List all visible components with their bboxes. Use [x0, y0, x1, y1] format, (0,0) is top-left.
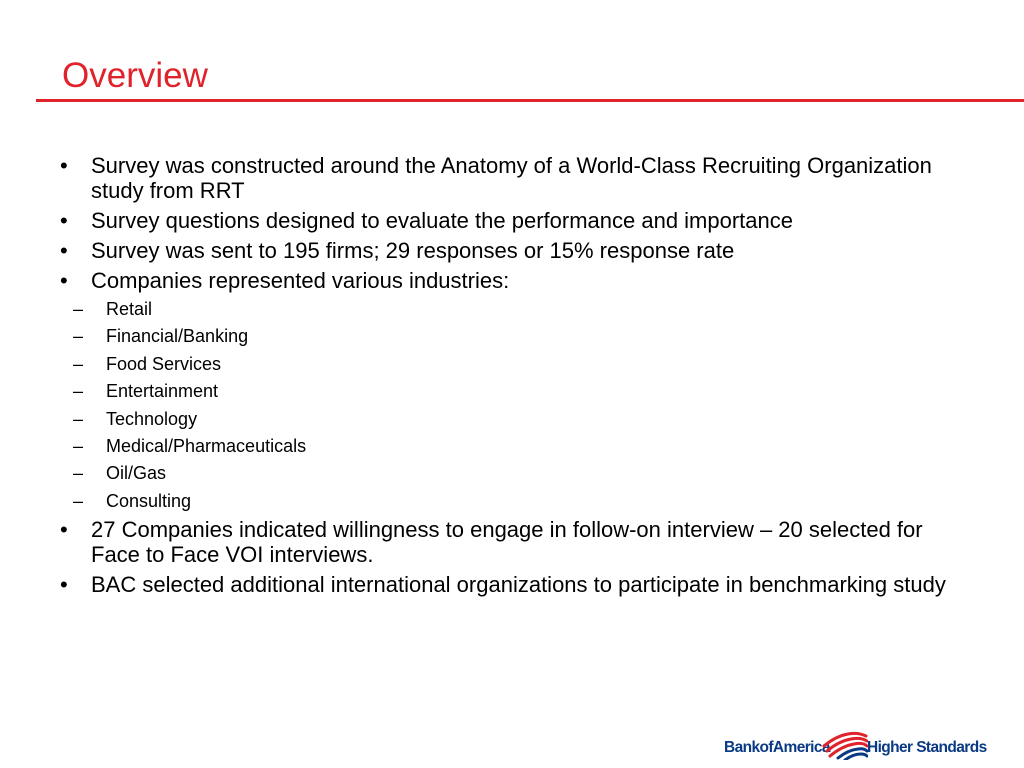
industry-sublist [60, 298, 960, 512]
bullet-marker: • [60, 517, 68, 543]
bullet-text: BAC selected additional international organizations to participate in benchmarking study [91, 572, 946, 598]
industry-item [60, 380, 960, 402]
sub-bullet-marker: – [73, 299, 84, 319]
logo-wordmark: BankofAmerica [724, 739, 830, 756]
industry-text: Retail [106, 299, 153, 319]
bullet-item [60, 153, 960, 203]
bullet-item [60, 208, 960, 233]
sub-bullet-marker: – [73, 435, 84, 456]
industry-sublist-container [60, 298, 960, 512]
industry-text: Food Services [106, 353, 222, 374]
industry-item [60, 298, 960, 320]
bullet-item [60, 517, 960, 567]
sub-bullet-marker: – [73, 490, 84, 511]
sub-bullet-marker: – [73, 408, 84, 429]
bullet-text: Survey was constructed around the Anatomy of a World-Class Recruiting Organization study from RRT [91, 153, 932, 203]
industry-text: Medical/Pharmaceuticals [106, 435, 307, 456]
bullet-item [60, 238, 960, 263]
bank-of-america-logo [724, 726, 987, 764]
sub-bullet-marker: – [73, 326, 84, 347]
bullet-text: Survey was sent to 195 firms; 29 responses or 15% response rate [91, 238, 735, 263]
industry-item [60, 490, 960, 512]
slide-title: Overview [62, 56, 208, 95]
bullet-marker: • [60, 268, 68, 293]
industry-item [60, 408, 960, 430]
bullet-list [60, 153, 960, 602]
bullet-text: Survey questions designed to evaluate the performance and importance [91, 208, 793, 233]
title-underline [36, 99, 1024, 102]
bullet-text: Companies represented various industries: [91, 268, 510, 293]
industry-item [60, 325, 960, 347]
bullet-marker: • [60, 208, 68, 233]
industry-text: Technology [106, 408, 198, 429]
bullet-item [60, 268, 960, 293]
industry-text: Oil/Gas [106, 463, 167, 484]
industry-text: Financial/Banking [106, 326, 249, 347]
bullet-marker: • [60, 238, 68, 263]
bullet-item [60, 572, 960, 597]
sub-bullet-marker: – [73, 381, 84, 402]
flag-logo-icon [820, 726, 868, 760]
logo-tagline: Higher Standards [867, 739, 987, 756]
industry-text: Consulting [106, 490, 192, 511]
bullet-marker: • [60, 153, 68, 178]
bullet-marker: • [60, 572, 68, 598]
industry-item [60, 462, 960, 484]
industry-item [60, 435, 960, 457]
sub-bullet-marker: – [73, 353, 84, 374]
sub-bullet-marker: – [73, 463, 84, 484]
industry-text: Entertainment [106, 381, 219, 402]
industry-item [60, 353, 960, 375]
bullet-text: 27 Companies indicated willingness to engage in follow-on interview – 20 selected for Face to Face VOI interviews. [91, 517, 923, 568]
